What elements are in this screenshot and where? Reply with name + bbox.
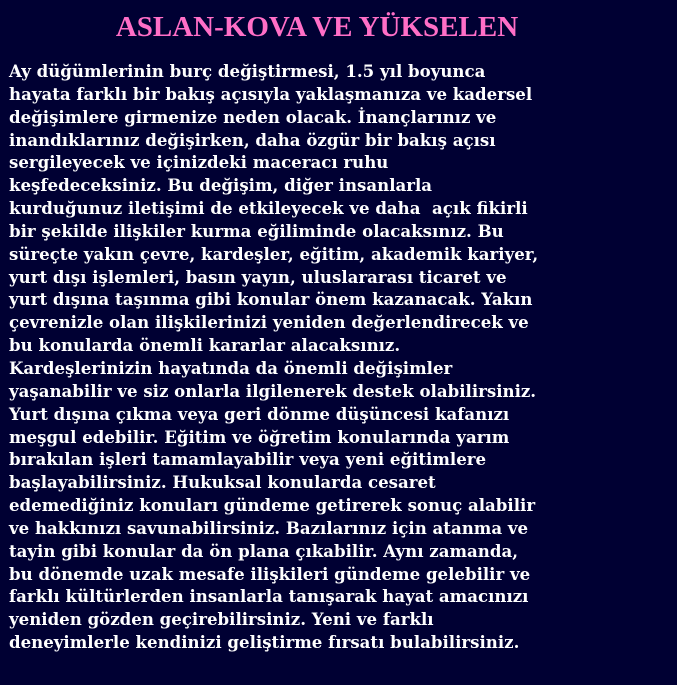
- text-line: meşgul edebilir. Eğitim ve öğretim konularında yarım: [9, 426, 510, 447]
- text-line: Ay düğümlerinin burç değiştirmesi, 1.5 yıl boyunca: [9, 61, 486, 81]
- text-line: yeniden gözden geçirebilirsiniz. Yeni ve farklı: [9, 609, 434, 630]
- text-line: deneyimlerle kendinizi geliştirme fırsatı bulabilirsiniz.: [9, 632, 520, 653]
- text-line: bu dönemde uzak mesafe ilişkileri gündeme gelebilir ve: [9, 563, 531, 584]
- text-line: Kardeşlerinizin hayatında da önemli değişimler: [9, 357, 453, 378]
- text-line: bırakılan işleri tamamlayabilir veya yeni eğitimlere: [9, 449, 487, 470]
- text-line: edemediğiniz konuları gündeme getirerek sonuç alabilir: [9, 495, 536, 516]
- text-line: Yurt dışına çıkma veya geri dönme düşüncesi kafanızı: [9, 403, 510, 424]
- text-line: yurt dışına taşınma gibi konular önem kazanacak. Yakın: [9, 289, 533, 310]
- page-title: ASLAN-KOVA VE YÜKSELEN: [115, 11, 519, 43]
- text-line: ve hakkınızı savunabilirsiniz. Bazılarınız için atanma ve: [9, 517, 529, 538]
- text-line: yurt dışı işlemleri, basın yayın, uluslararası ticaret ve: [9, 266, 507, 287]
- text-line: tayin gibi konular da ön plana çıkabilir. Aynı zamanda,: [9, 540, 518, 561]
- text-line: bu konularda önemli kararlar alacaksınız.: [9, 335, 401, 356]
- text-line: inandıklarınız değişirken, daha özgür bir bakış açısı: [9, 129, 496, 150]
- text-line: kurduğunuz iletişimi de etkileyecek ve daha açık fikirli: [9, 198, 528, 219]
- text-line: değişimlere girmenize neden olacak. İnançlarınız ve: [9, 106, 497, 127]
- text-line: keşfedeceksiniz. Bu değişim, diğer insanlarla: [9, 175, 433, 196]
- text-line: çevrenizle olan ilişkilerinizi yeniden değerlendirecek ve: [9, 312, 529, 333]
- text-line: başlayabilirsiniz. Hukuksal konularda cesaret: [9, 472, 436, 493]
- text-line: bir şekilde ilişkiler kurma eğiliminde olacaksınız. Bu: [9, 220, 504, 241]
- horoscope-paragraph: [9, 60, 673, 654]
- text-line: farklı kültürlerden insanlarla tanışarak hayat amacınızı: [9, 586, 529, 607]
- text-line: yaşanabilir ve siz onlarla ilgilenerek destek olabilirsiniz.: [9, 380, 537, 401]
- text-line: sergileyecek ve içinizdeki maceracı ruhu: [9, 152, 389, 173]
- text-line: hayata farklı bir bakış açısıyla yaklaşmanıza ve kadersel: [9, 83, 533, 104]
- text-line: süreçte yakın çevre, kardeşler, eğitim, akademik kariyer,: [9, 243, 539, 264]
